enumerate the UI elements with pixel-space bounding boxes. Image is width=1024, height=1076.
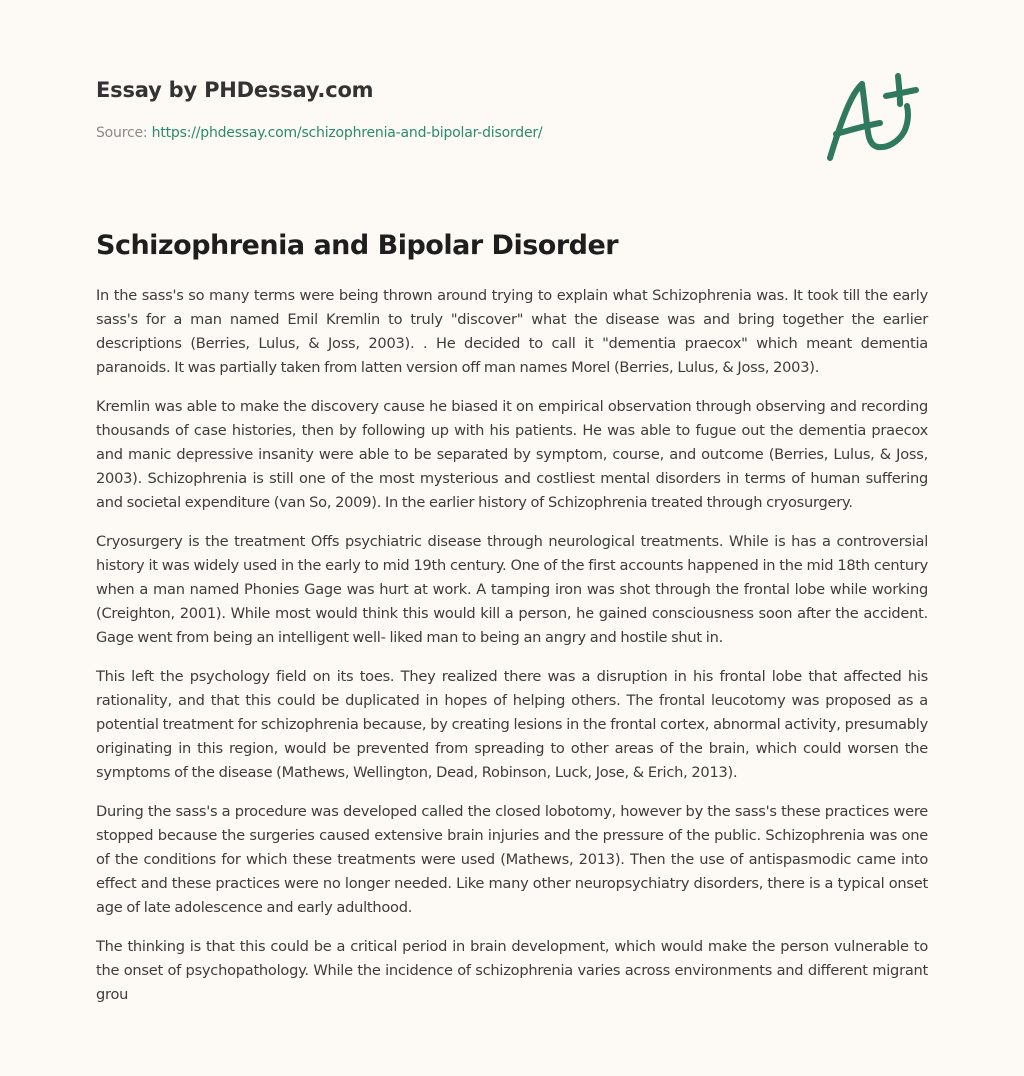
essay-body — [96, 284, 928, 1022]
source-line — [96, 123, 796, 143]
source-label: Source: — [96, 125, 148, 141]
essay-paragraph: The thinking is that this could be a critical period in brain development, which would make the person vulnerable to the onset of psychopathology. While the incidence of schizophrenia varies across environments and different migrant grou — [96, 938, 928, 1003]
essay-paragraph: Cryosurgery is the treatment Offs psychiatric disease through neurological treatments. While is has a controversial history it was widely used in the early to mid 19th century. One of the first accounts happened in the mid 18th century when a man named Phonies Gage was hurt at work. A tamping iron was shot through the frontal lobe while working (Creighton, 2001). While most would think this would kill a person, he gained consciousness soon after the accident. Gage went from being an intelligent well- liked man to being an angry and hostile shut in. — [96, 533, 928, 646]
essay-header — [96, 75, 796, 143]
brand-title: Essay by PHDessay.com — [96, 78, 374, 102]
a-plus-grade-icon — [822, 68, 928, 164]
essay-paragraph: This left the psychology field on its toes. They realized there was a disruption in his frontal lobe that affected his rationality, and that this could be duplicated in hopes of helping others. The frontal leucotomy was proposed as a potential treatment for schizophrenia because, by creating lesions in the frontal cortex, abnormal activity, presumably originating in this region, would be prevented from spreading to other areas of the brain, which could worsen the symptoms of the disease (Mathews, Wellington, Dead, Robinson, Luck, Jose, & Erich, 2013). — [96, 668, 928, 781]
essay-paragraph: Kremlin was able to make the discovery cause he biased it on empirical observation through observing and recording thousands of case histories, then by following up with his patients. He was able to fugue out the dementia praecox and manic depressive insanity were able to be separated by symptom, course, and outcome (Berries, Lulus, & Joss, 2003). Schizophrenia is still one of the most mysterious and costliest mental disorders in terms of human suffering and societal expenditure (van So, 2009). In the earlier history of Schizophrenia treated through cryosurgery. — [96, 398, 928, 511]
essay-paragraph: In the sass's so many terms were being thrown around trying to explain what Schizophrenia was. It took till the early sass's for a man named Emil Kremlin to truly "discover" what the disease was and bring together the earlier descriptions (Berries, Lulus, & Joss, 2003). . He decided to call it "dementia praecox" which meant dementia paranoids. It was partially taken from latten version off man names Morel (Berries, Lulus, & Joss, 2003). — [96, 287, 928, 376]
source-link[interactable]: https://phdessay.com/schizophrenia-and-bipolar-disorder/ — [151, 125, 543, 141]
essay-paragraph: During the sass's a procedure was developed called the closed lobotomy, however by the sass's these practices were stopped because the surgeries caused extensive brain injuries and the pressure of the public. Schizophrenia was one of the conditions for which these treatments were used (Mathews, 2013). Then the use of antispasmodic came into effect and these practices were no longer needed. Like many other neuropsychiatry disorders, there is a typical onset age of late adolescence and early adulthood. — [96, 803, 928, 916]
essay-title: Schizophrenia and Bipolar Disorder — [96, 230, 619, 261]
